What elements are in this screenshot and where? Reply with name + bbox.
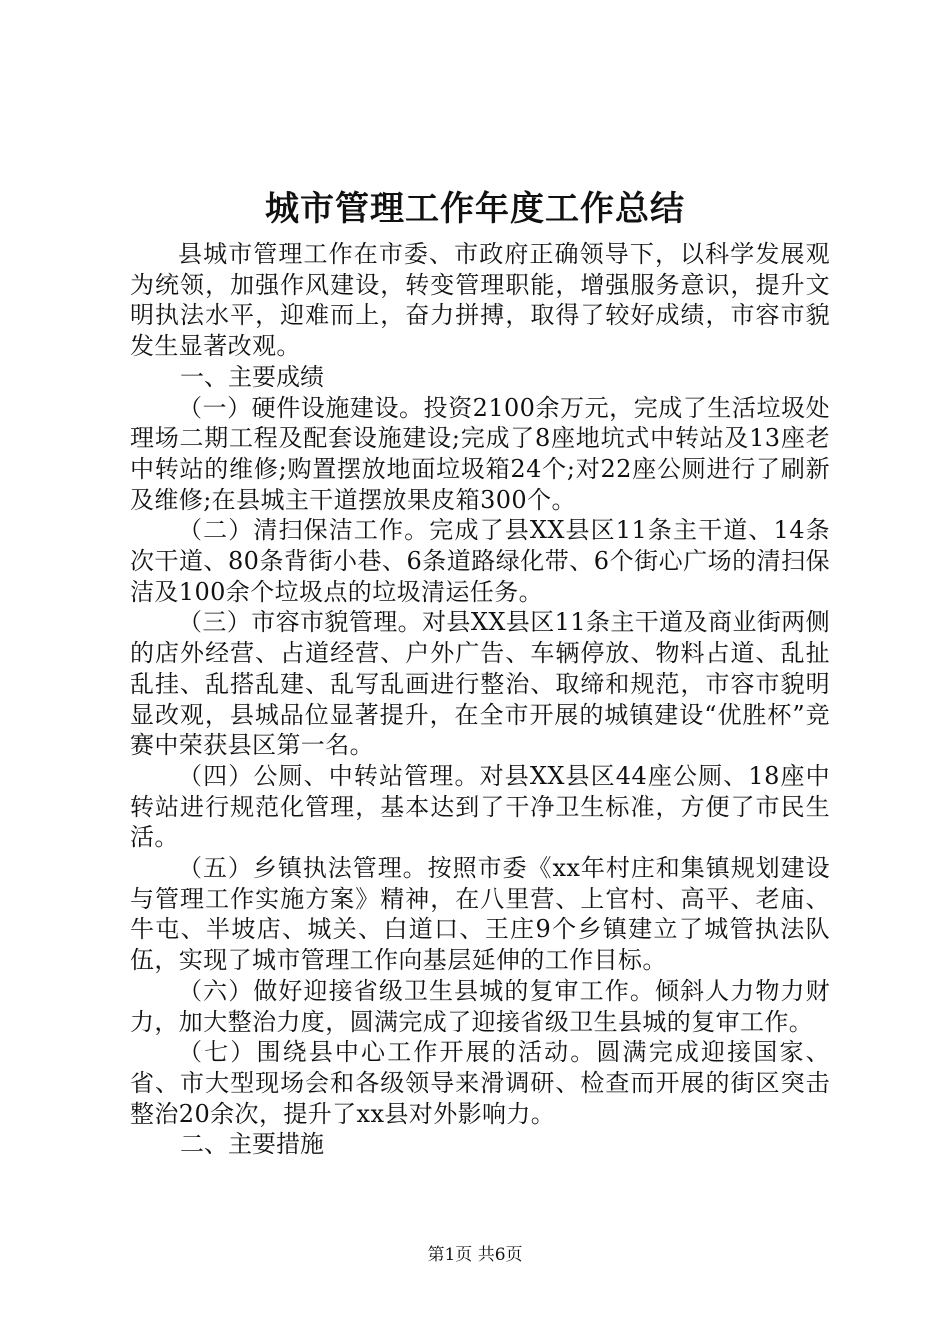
intro-paragraph: 县城市管理工作在市委、市政府正确领导下，以科学发展观为统领，加强作风建设，转变管理职能，增强服务意识，提升文明执法水平，迎难而上，奋力拼搏，取得了较好成绩，市容市貌发生显著改观。 [130, 240, 830, 361]
achievement-item-5: （五）乡镇执法管理。按照市委《xx年村庄和集镇规划建设与管理工作实施方案》精神，在八里营、上官村、高平、老庙、牛屯、半坡店、城关、白道口、王庄9个乡镇建立了城管执法队伍，实现了城市管理工作向基层延伸的工作目标。 [130, 854, 830, 975]
section-heading-achievements: 一、主要成绩 [180, 362, 324, 391]
page-number-footer: 第1页 共6页 [427, 1245, 523, 1265]
section-heading-measures: 二、主要措施 [180, 1130, 324, 1159]
achievement-item-7: （七）围绕县中心工作开展的活动。圆满完成迎接国家、省、市大型现场会和各级领导来滑调研、检查而开展的街区突击整治20余次，提升了xx县对外影响力。 [130, 1038, 830, 1128]
achievement-item-6: （六）做好迎接省级卫生县城的复审工作。倾斜人力物力财力，加大整治力度，圆满完成了迎接省级卫生县城的复审工作。 [130, 976, 830, 1036]
achievement-item-4: （四）公厕、中转站管理。对县XX县区44座公厕、18座中转站进行规范化管理，基本达到了干净卫生标准，方便了市民生活。 [130, 761, 830, 852]
document-title: 城市管理工作年度工作总结 [265, 189, 685, 229]
document-body [130, 239, 830, 1160]
achievement-item-1: （一）硬件设施建设。投资2100余万元，完成了生活垃圾处理场二期工程及配套设施建设;完成了8座地坑式中转站及13座老中转站的维修;购置摆放地面垃圾箱24个;对22座公厕进行了刷新及维修;在县城主干道摆放果皮箱300个。 [130, 393, 830, 514]
achievement-item-3: （三）市容市貌管理。对县XX县区11条主干道及商业街两侧的店外经营、占道经营、户外广告、车辆停放、物料占道、乱扯乱挂、乱搭乱建、乱写乱画进行整治、取缔和规范，市容市貌明显改观，县城品位显著提升，在全市开展的城镇建设“优胜杯”竞赛中荣获县区第一名。 [130, 608, 830, 760]
achievement-item-2: （二）清扫保洁工作。完成了县XX县区11条主干道、14条次干道、80条背街小巷、6条道路绿化带、6个街心广场的清扫保洁及100余个垃圾点的垃圾清运任务。 [130, 516, 830, 606]
